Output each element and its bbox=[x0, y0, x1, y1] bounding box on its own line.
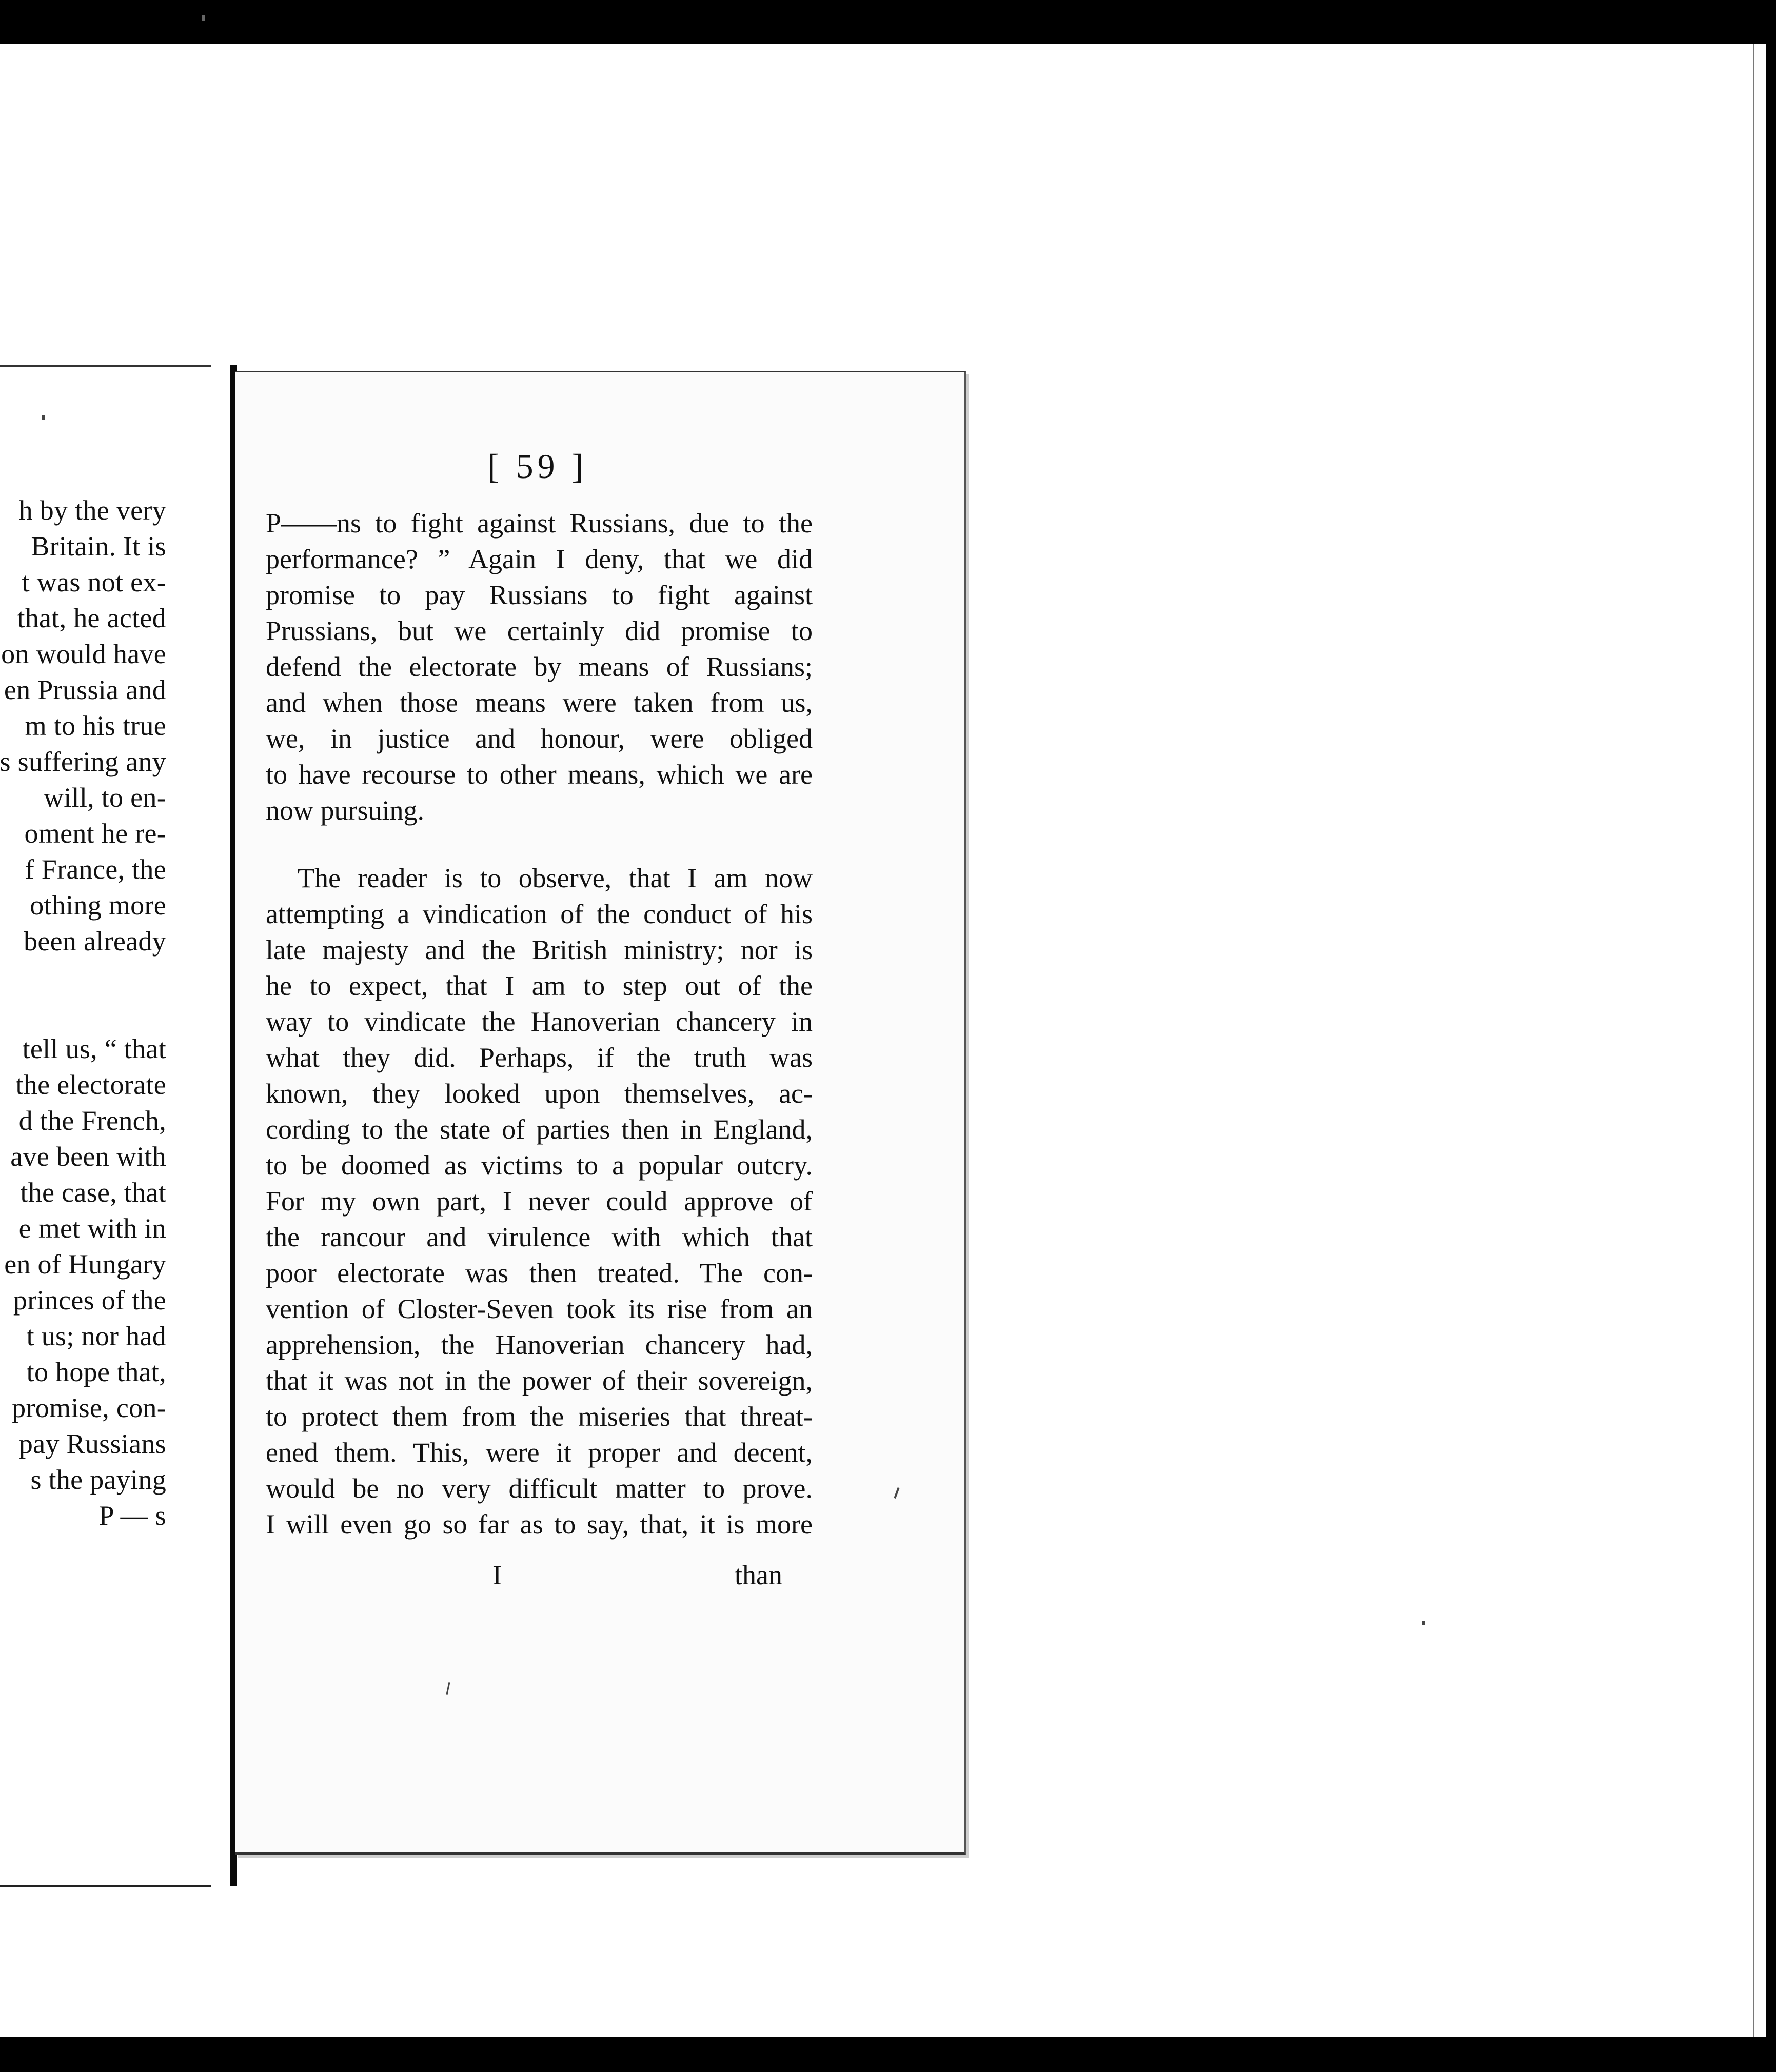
left-line: f France, the bbox=[25, 854, 166, 885]
text-line: we, in justice and honour, were obliged bbox=[266, 723, 813, 754]
left-line: promise, con- bbox=[12, 1392, 166, 1423]
left-line: e met with in bbox=[18, 1213, 166, 1244]
left-line: princes of the bbox=[13, 1285, 166, 1316]
scan-border-bottom bbox=[0, 2037, 1776, 2072]
left-line: h by the very bbox=[18, 495, 166, 526]
scan-speck bbox=[42, 415, 45, 420]
text-line: way to vindicate the Hanoverian chancery in bbox=[266, 1006, 813, 1037]
text-line: ened them. This, were it proper and decent, bbox=[266, 1437, 813, 1468]
left-page bbox=[0, 365, 211, 1887]
left-line: will, to en- bbox=[43, 782, 166, 813]
text-line: to be doomed as victims to a popular outcry. bbox=[266, 1150, 813, 1181]
scan-speck bbox=[1422, 1621, 1425, 1625]
left-line: ave been with bbox=[10, 1141, 166, 1172]
text-line: apprehension, the Hanoverian chancery had, bbox=[266, 1329, 813, 1360]
scan-border-right bbox=[1766, 44, 1776, 2037]
left-line: the electorate bbox=[15, 1069, 166, 1100]
text-line: cording to the state of parties then in England, bbox=[266, 1114, 813, 1145]
text-line: and when those means were taken from us, bbox=[266, 687, 813, 718]
left-line: en Prussia and bbox=[4, 674, 166, 705]
left-line: en of Hungary bbox=[4, 1249, 166, 1280]
left-line: d the French, bbox=[18, 1105, 166, 1136]
left-line: to hope that, bbox=[26, 1357, 166, 1387]
text-line: poor electorate was then treated. The con- bbox=[266, 1258, 813, 1288]
left-line: othing more bbox=[30, 890, 166, 921]
text-line: defend the electorate by means of Russians; bbox=[266, 651, 813, 682]
left-line: t us; nor had bbox=[26, 1321, 166, 1351]
text-line: late majesty and the British ministry; nor is bbox=[266, 934, 813, 965]
left-line: been already bbox=[24, 926, 166, 957]
left-line: P — s bbox=[98, 1500, 166, 1531]
signature-mark: I bbox=[492, 1560, 502, 1590]
left-line: on would have bbox=[1, 639, 166, 669]
text-line: to protect them from the miseries that threat- bbox=[266, 1401, 813, 1432]
text-line: that it was not in the power of their sovereign, bbox=[266, 1365, 813, 1396]
text-line: what they did. Perhaps, if the truth was bbox=[266, 1042, 813, 1073]
text-line: known, they looked upon themselves, ac- bbox=[266, 1078, 813, 1109]
text-line: The reader is to observe, that I am now bbox=[298, 863, 813, 893]
text-line: vention of Closter-Seven took its rise from an bbox=[266, 1293, 813, 1324]
scan-speck bbox=[202, 15, 205, 21]
page-number: [ 59 ] bbox=[487, 447, 588, 486]
sheet-edge bbox=[1753, 44, 1767, 2037]
left-line: oment he re- bbox=[24, 818, 166, 849]
text-line: performance? ” Again I deny, that we did bbox=[266, 544, 813, 574]
text-line: I will even go so far as to say, that, it is more bbox=[266, 1509, 813, 1540]
left-line: s suffering any bbox=[0, 746, 166, 777]
left-line: that, he acted bbox=[17, 603, 166, 633]
text-line: to have recourse to other means, which we are bbox=[266, 759, 813, 790]
catchword: than bbox=[735, 1560, 782, 1590]
text-line: he to expect, that I am to step out of the bbox=[266, 970, 813, 1001]
left-line: s the paying bbox=[30, 1464, 166, 1495]
left-line: m to his true bbox=[25, 710, 166, 741]
text-line: For my own part, I never could approve of bbox=[266, 1186, 813, 1217]
scan-border-top bbox=[0, 0, 1776, 44]
text-line: promise to pay Russians to fight against bbox=[266, 580, 813, 610]
text-line: now pursuing. bbox=[266, 795, 424, 826]
left-line: pay Russians bbox=[18, 1428, 166, 1459]
left-line: t was not ex- bbox=[22, 567, 166, 597]
text-line: would be no very difficult matter to prove. bbox=[266, 1473, 813, 1504]
gutter bbox=[211, 365, 232, 1883]
left-line: tell us, “ that bbox=[22, 1033, 166, 1064]
text-line: Prussians, but we certainly did promise to bbox=[266, 615, 813, 646]
left-line: the case, that bbox=[20, 1177, 166, 1208]
text-line: attempting a vindication of the conduct of his bbox=[266, 899, 813, 929]
text-line: the rancour and virulence with which that bbox=[266, 1222, 813, 1252]
left-line: Britain. It is bbox=[31, 531, 166, 562]
text-line: P——ns to fight against Russians, due to the bbox=[266, 508, 813, 539]
